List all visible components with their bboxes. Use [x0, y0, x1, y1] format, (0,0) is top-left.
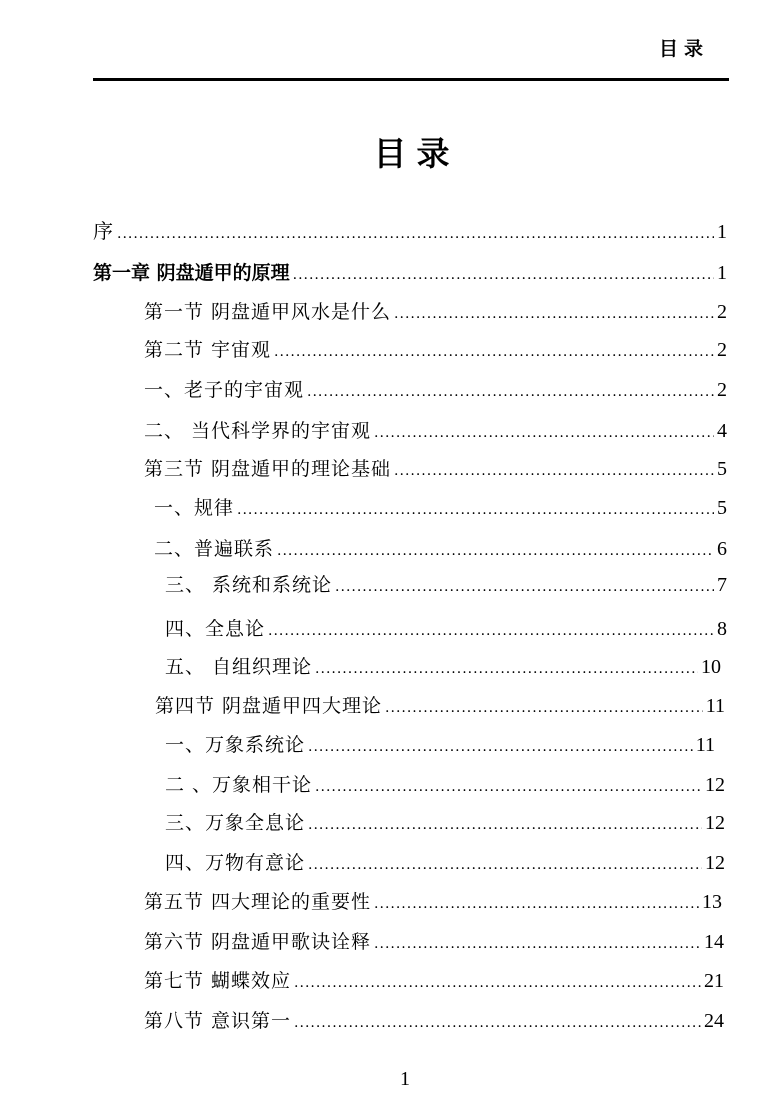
toc-entry-label: 第三节 阴盘遁甲的理论基础 — [144, 458, 392, 480]
toc-leader-dots — [315, 656, 698, 682]
toc-entry-page: 5 — [717, 497, 727, 519]
toc-leader-dots — [294, 970, 701, 996]
toc-leader-dots — [394, 301, 714, 327]
toc-entry-label: 五、 自组织理论 — [165, 656, 313, 678]
toc-leader-dots — [374, 420, 714, 446]
toc-entry-label: 序 — [93, 219, 114, 243]
toc-entry[interactable] — [144, 377, 727, 403]
running-header-title: 目录 — [658, 38, 709, 60]
toc-entry-page: 21 — [704, 970, 724, 992]
toc-entry[interactable] — [165, 654, 721, 680]
toc-entry-label: 二 、万象相干论 — [165, 774, 313, 796]
toc-entry-page: 1 — [717, 262, 727, 284]
toc-entry-label: 第四节 阴盘遁甲四大理论 — [155, 695, 383, 717]
toc-leader-dots — [294, 1010, 701, 1036]
toc-entry-page: 6 — [717, 538, 727, 560]
page-title: 目录 — [373, 134, 460, 173]
toc-entry[interactable] — [144, 456, 727, 482]
toc-entry-label: 一、老子的宇宙观 — [144, 379, 305, 401]
toc-entry-label: 三、 系统和系统论 — [165, 574, 333, 596]
toc-entry[interactable] — [144, 299, 727, 325]
toc-leader-dots — [374, 891, 699, 917]
toc-leader-dots — [237, 497, 714, 523]
toc-entry[interactable] — [154, 495, 727, 521]
toc-entry[interactable] — [93, 218, 727, 244]
toc-entry[interactable] — [165, 772, 725, 798]
toc-entry-label: 二、普遍联系 — [154, 538, 275, 560]
toc-leader-dots — [315, 774, 702, 800]
toc-entry[interactable] — [165, 732, 715, 758]
toc-leader-dots — [308, 812, 702, 838]
toc-entry-page: 12 — [705, 852, 725, 874]
toc-entry[interactable] — [155, 693, 725, 719]
toc-entry-page: 1 — [717, 221, 727, 243]
toc-entry-page: 11 — [705, 695, 725, 717]
toc-entry-label: 三、万象全息论 — [165, 812, 306, 834]
toc-entry-page: 2 — [717, 301, 727, 323]
toc-entry-page: 11 — [695, 734, 715, 756]
toc-entry[interactable] — [144, 1008, 724, 1034]
toc-leader-dots — [117, 221, 714, 247]
toc-entry[interactable] — [144, 889, 722, 915]
toc-entry[interactable] — [154, 536, 727, 562]
toc-entry-page: 4 — [717, 420, 727, 442]
toc-entry-label: 第五节 四大理论的重要性 — [144, 891, 372, 913]
toc-entry[interactable] — [144, 968, 724, 994]
toc-entry[interactable] — [165, 616, 727, 642]
toc-entry-page: 24 — [704, 1010, 724, 1032]
toc-entry[interactable] — [165, 810, 725, 836]
toc-entry-label: 第一节 阴盘遁甲风水是什么 — [144, 301, 392, 323]
toc-leader-dots — [374, 931, 701, 957]
toc-entry[interactable] — [93, 260, 727, 286]
toc-leader-dots — [277, 538, 714, 564]
toc-leader-dots — [308, 734, 693, 760]
toc-entry[interactable] — [144, 337, 727, 363]
toc-entry[interactable] — [144, 929, 724, 955]
toc-leader-dots — [307, 379, 714, 405]
toc-entry-page: 10 — [701, 656, 721, 678]
toc-entry-page: 2 — [717, 379, 727, 401]
header-rule — [93, 78, 729, 81]
toc-entry-label: 一、万象系统论 — [165, 734, 306, 756]
toc-leader-dots — [394, 458, 714, 484]
toc-entry-page: 13 — [702, 891, 722, 913]
toc-leader-dots — [293, 262, 714, 288]
toc-entry-page: 8 — [717, 618, 727, 640]
toc-entry-page: 12 — [705, 774, 725, 796]
toc-entry-label: 第二节 宇宙观 — [144, 339, 272, 361]
toc-entry-page: 7 — [717, 574, 727, 596]
toc-entry-label: 二、 当代科学界的宇宙观 — [144, 420, 372, 442]
toc-entry-page: 5 — [717, 458, 727, 480]
toc-entry[interactable] — [165, 850, 725, 876]
toc-entry-label: 四、万物有意论 — [165, 852, 306, 874]
toc-entry-label: 第七节 蝴蝶效应 — [144, 970, 292, 992]
toc-leader-dots — [268, 618, 714, 644]
toc-leader-dots — [335, 574, 714, 600]
footer-page-number: 1 — [400, 1068, 410, 1090]
toc-entry-label: 第八节 意识第一 — [144, 1010, 292, 1032]
toc-entry[interactable] — [165, 572, 727, 598]
toc-entry-label: 第六节 阴盘遁甲歌诀诠释 — [144, 931, 372, 953]
toc-leader-dots — [274, 339, 714, 365]
toc-entry-page: 12 — [705, 812, 725, 834]
toc-entry-label: 一、规律 — [154, 497, 235, 519]
toc-entry[interactable] — [144, 418, 727, 444]
toc-entry-label: 第一章 阴盘遁甲的原理 — [93, 262, 290, 284]
toc-entry-label: 四、全息论 — [165, 618, 266, 640]
toc-entry-page: 2 — [717, 339, 727, 361]
toc-leader-dots — [308, 852, 702, 878]
toc-entry-page: 14 — [704, 931, 724, 953]
toc-leader-dots — [385, 695, 703, 721]
